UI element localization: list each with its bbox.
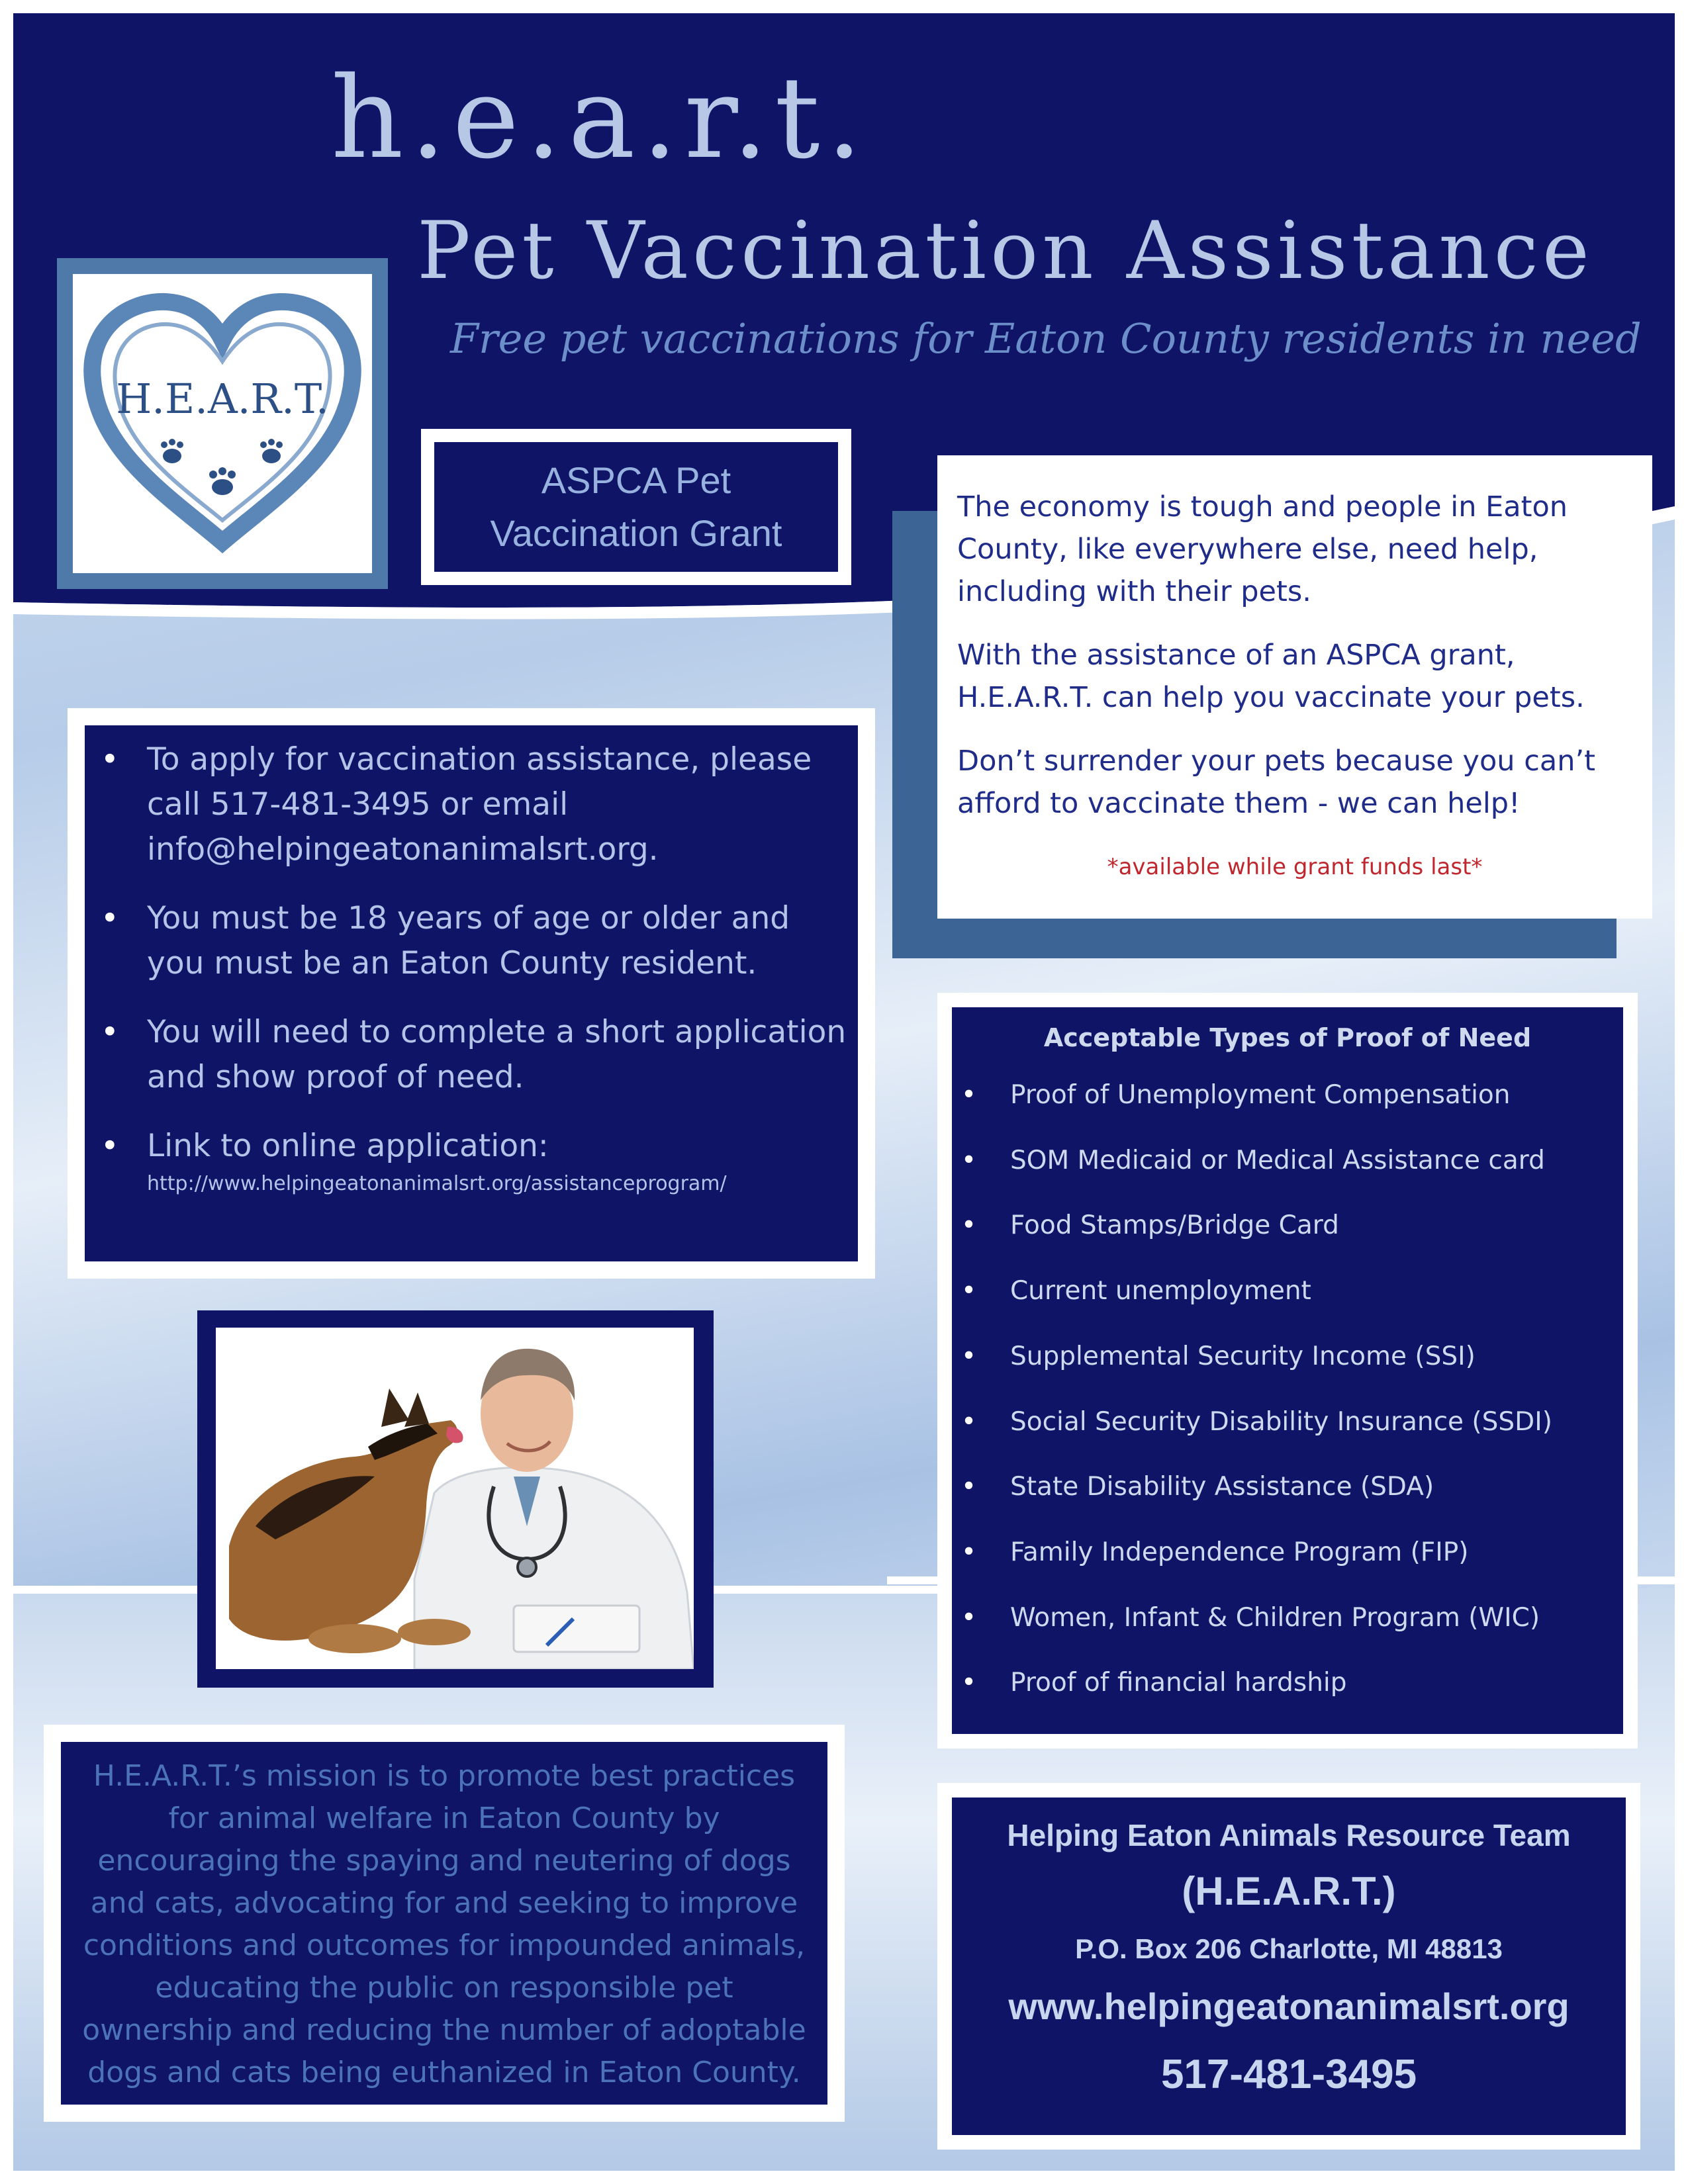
apply-box [68, 708, 875, 1279]
application-link[interactable]: http://www.helpingeatonanimalsrt.org/assistanceprogram/ [147, 1172, 727, 1195]
title-acronym: h.e.a.r.t. [331, 53, 869, 184]
intro-box [937, 455, 1652, 919]
list-item: • Family Independence Program (FIP) [1010, 1520, 1623, 1586]
contact-box [937, 1783, 1640, 2150]
mailing-address: P.O. Box 206 Charlotte, MI 48813 [1075, 1933, 1503, 1964]
org-acronym: (H.E.A.R.T.) [1182, 1869, 1396, 1913]
list-item: • Women, Infant & Children Program (WIC) [1010, 1586, 1623, 1651]
grant-badge-line1: ASPCA Pet [541, 459, 731, 501]
mission-statement: H.E.A.R.T.’s mission is to promote best practices for animal welfare in Eaton County by encouraging the spaying and neutering of dogs and cats, advocating for and seeking to improve conditions and outcomes for impounded animals, educating the public on responsible pet ownership and reducing the number of adoptable dogs and cats being euthanized in Eaton County. [82, 1759, 806, 2089]
phone-number[interactable]: 517-481-3495 [1160, 2052, 1417, 2097]
flyer-page [13, 13, 1675, 2171]
photo-frame [197, 1310, 714, 1688]
svg-text:H.E.A.R.T.: H.E.A.R.T. [116, 375, 329, 423]
proof-box [937, 993, 1638, 1749]
website-link[interactable]: www.helpingeatonanimalsrt.org [1008, 1985, 1570, 2027]
list-item: • Current unemployment [1010, 1259, 1623, 1324]
grant-badge-line2: Vaccination Grant [490, 512, 782, 554]
intro-paragraph: Don’t surrender your pets because you can’t afford to vaccinate them - we can help! [957, 745, 1595, 820]
logo [73, 274, 372, 573]
proof-title: Acceptable Types of Proof of Need [1043, 1023, 1532, 1052]
funds-note: *available while grant funds last* [1107, 854, 1483, 880]
list-item: • You will need to complete a short application and show proof of need. [147, 1010, 849, 1100]
grant-badge [421, 429, 851, 585]
list-item: • Link to online application: http://www.helpingeatonanimalsrt.org/assistanceprogram/ [147, 1124, 849, 1199]
heart-paws-icon [73, 274, 372, 573]
intro-paragraph: The economy is tough and people in Eaton County, like everywhere else, need help, including with their pets. [957, 490, 1568, 608]
list-item: • Social Security Disability Insurance (SSDI) [1010, 1390, 1623, 1455]
intro-paragraph: With the assistance of an ASPCA grant, H.E.A.R.T. can help you vaccinate your pets. [957, 639, 1585, 714]
org-name: Helping Eaton Animals Resource Team [1007, 1818, 1571, 1852]
list-item: • Supplemental Security Income (SSI) [1010, 1324, 1623, 1390]
dog-and-veterinarian-photo [216, 1328, 694, 1669]
tagline: Free pet vaccinations for Eaton County residents in need [450, 314, 1642, 363]
list-item: • SOM Medicaid or Medical Assistance card [1010, 1128, 1623, 1194]
apply-list [94, 737, 849, 1199]
list-item: • You must be 18 years of age or older and you must be an Eaton County resident. [147, 896, 849, 986]
proof-list [952, 1063, 1623, 1716]
mission-box [44, 1725, 845, 2122]
list-item: • Proof of financial hardship [1010, 1651, 1623, 1716]
list-item: • State Disability Assistance (SDA) [1010, 1455, 1623, 1520]
title-main: Pet Vaccination Assistance [417, 205, 1593, 297]
list-item: • To apply for vaccination assistance, please call 517-481-3495 or email info@helpingeatonanimalsrt.org. [147, 737, 849, 872]
logo-frame [57, 258, 388, 589]
list-item: • Proof of Unemployment Compensation [1010, 1063, 1623, 1128]
list-item: • Food Stamps/Bridge Card [1010, 1193, 1623, 1259]
